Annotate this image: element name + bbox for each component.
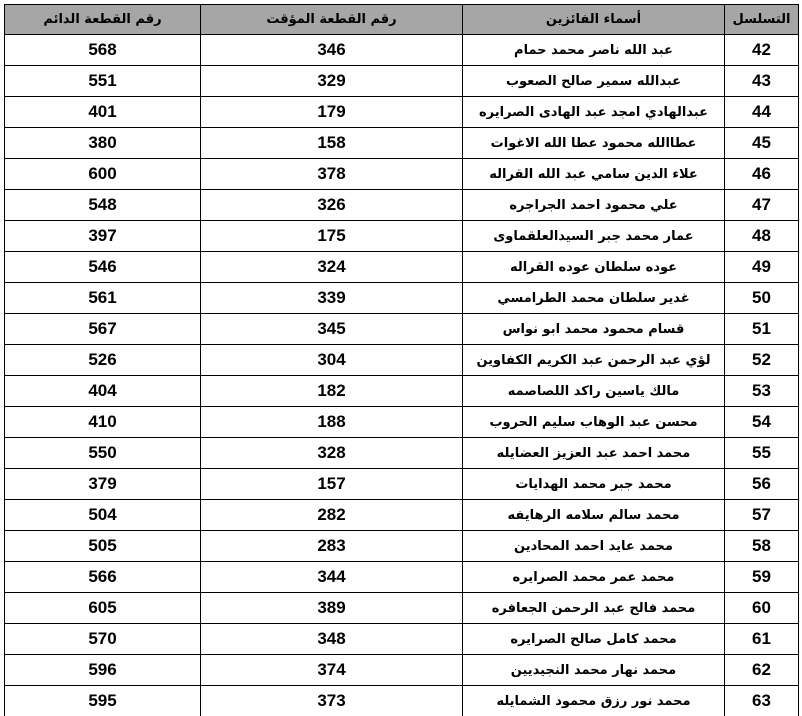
cell-name: عبدالله سمير صالح الصعوب [463,66,725,97]
cell-temp-plot: 182 [201,376,463,407]
table-row [5,159,799,190]
header-temp-plot: رقم القطعة المؤقت [201,5,463,35]
cell-temp-plot: 304 [201,345,463,376]
cell-seq: 59 [725,562,799,593]
cell-temp-plot: 389 [201,593,463,624]
cell-perm-plot: 566 [5,562,201,593]
cell-seq: 43 [725,66,799,97]
cell-perm-plot: 380 [5,128,201,159]
table-row [5,314,799,345]
cell-seq: 47 [725,190,799,221]
cell-seq: 45 [725,128,799,159]
cell-name: محمد كامل صالح الصرايره [463,624,725,655]
cell-temp-plot: 283 [201,531,463,562]
table-row [5,66,799,97]
cell-perm-plot: 379 [5,469,201,500]
cell-perm-plot: 551 [5,66,201,97]
cell-temp-plot: 348 [201,624,463,655]
cell-perm-plot: 568 [5,35,201,66]
table-row [5,562,799,593]
cell-seq: 60 [725,593,799,624]
cell-name: غدير سلطان محمد الطرامسي [463,283,725,314]
cell-temp-plot: 188 [201,407,463,438]
table-row [5,283,799,314]
cell-temp-plot: 345 [201,314,463,345]
cell-temp-plot: 175 [201,221,463,252]
header-row [5,5,799,35]
cell-name: محمد نهار محمد النجيديين [463,655,725,686]
cell-temp-plot: 157 [201,469,463,500]
table-row [5,655,799,686]
table-row [5,376,799,407]
table-row [5,624,799,655]
cell-name: عطاالله محمود عطا الله الاغوات [463,128,725,159]
cell-seq: 62 [725,655,799,686]
cell-perm-plot: 570 [5,624,201,655]
table-row [5,438,799,469]
cell-temp-plot: 374 [201,655,463,686]
cell-perm-plot: 397 [5,221,201,252]
cell-name: محمد فالح عبد الرحمن الجعافره [463,593,725,624]
cell-perm-plot: 401 [5,97,201,128]
cell-name: عبدالهادي امجد عبد الهادى الصرايره [463,97,725,128]
cell-perm-plot: 561 [5,283,201,314]
cell-perm-plot: 404 [5,376,201,407]
cell-seq: 48 [725,221,799,252]
cell-temp-plot: 179 [201,97,463,128]
table-row [5,469,799,500]
table-header [5,5,799,35]
cell-name: محمد جبر محمد الهدايات [463,469,725,500]
cell-temp-plot: 346 [201,35,463,66]
table-row [5,345,799,376]
cell-seq: 53 [725,376,799,407]
cell-seq: 56 [725,469,799,500]
cell-name: لؤي عبد الرحمن عبد الكريم الكفاوين [463,345,725,376]
cell-perm-plot: 546 [5,252,201,283]
table-row [5,190,799,221]
cell-name: محمد سالم سلامه الرهايفه [463,500,725,531]
cell-temp-plot: 158 [201,128,463,159]
winners-table [4,4,799,716]
cell-perm-plot: 596 [5,655,201,686]
cell-seq: 51 [725,314,799,345]
cell-temp-plot: 282 [201,500,463,531]
cell-name: عوده سلطان عوده القراله [463,252,725,283]
cell-temp-plot: 328 [201,438,463,469]
table-row [5,686,799,716]
header-perm-plot: رقم القطعة الدائم [5,5,201,35]
cell-perm-plot: 600 [5,159,201,190]
table-row [5,252,799,283]
cell-name: محمد عايد احمد المحادين [463,531,725,562]
cell-name: محسن عبد الوهاب سليم الحروب [463,407,725,438]
table-row [5,221,799,252]
cell-name: علاء الدين سامي عبد الله القراله [463,159,725,190]
cell-perm-plot: 550 [5,438,201,469]
cell-seq: 44 [725,97,799,128]
cell-seq: 50 [725,283,799,314]
table-row [5,593,799,624]
cell-perm-plot: 548 [5,190,201,221]
cell-seq: 55 [725,438,799,469]
header-seq: التسلسل [725,5,799,35]
cell-perm-plot: 595 [5,686,201,716]
cell-temp-plot: 378 [201,159,463,190]
table-row [5,500,799,531]
cell-seq: 42 [725,35,799,66]
table-row [5,531,799,562]
header-name: أسماء الفائزين [463,5,725,35]
cell-temp-plot: 339 [201,283,463,314]
table-row [5,407,799,438]
cell-perm-plot: 605 [5,593,201,624]
cell-seq: 61 [725,624,799,655]
cell-perm-plot: 504 [5,500,201,531]
table-row [5,128,799,159]
cell-perm-plot: 526 [5,345,201,376]
cell-perm-plot: 505 [5,531,201,562]
cell-name: علي محمود احمد الجراجره [463,190,725,221]
table-row [5,97,799,128]
cell-seq: 54 [725,407,799,438]
cell-seq: 49 [725,252,799,283]
cell-temp-plot: 373 [201,686,463,716]
cell-seq: 57 [725,500,799,531]
cell-name: عمار محمد جبر السيدالعلقماوى [463,221,725,252]
cell-perm-plot: 567 [5,314,201,345]
table-body [5,35,799,716]
cell-perm-plot: 410 [5,407,201,438]
cell-temp-plot: 344 [201,562,463,593]
cell-seq: 58 [725,531,799,562]
table-row [5,35,799,66]
cell-seq: 52 [725,345,799,376]
cell-seq: 46 [725,159,799,190]
cell-temp-plot: 329 [201,66,463,97]
cell-temp-plot: 326 [201,190,463,221]
cell-name: محمد نور رزق محمود الشمايله [463,686,725,716]
cell-name: محمد عمر محمد الصرايره [463,562,725,593]
cell-temp-plot: 324 [201,252,463,283]
cell-name: مالك ياسين راكد اللصاصمه [463,376,725,407]
cell-name: عبد الله ناصر محمد حمام [463,35,725,66]
cell-name: محمد احمد عبد العزيز العضايله [463,438,725,469]
cell-name: قسام محمود محمد ابو نواس [463,314,725,345]
cell-seq: 63 [725,686,799,716]
